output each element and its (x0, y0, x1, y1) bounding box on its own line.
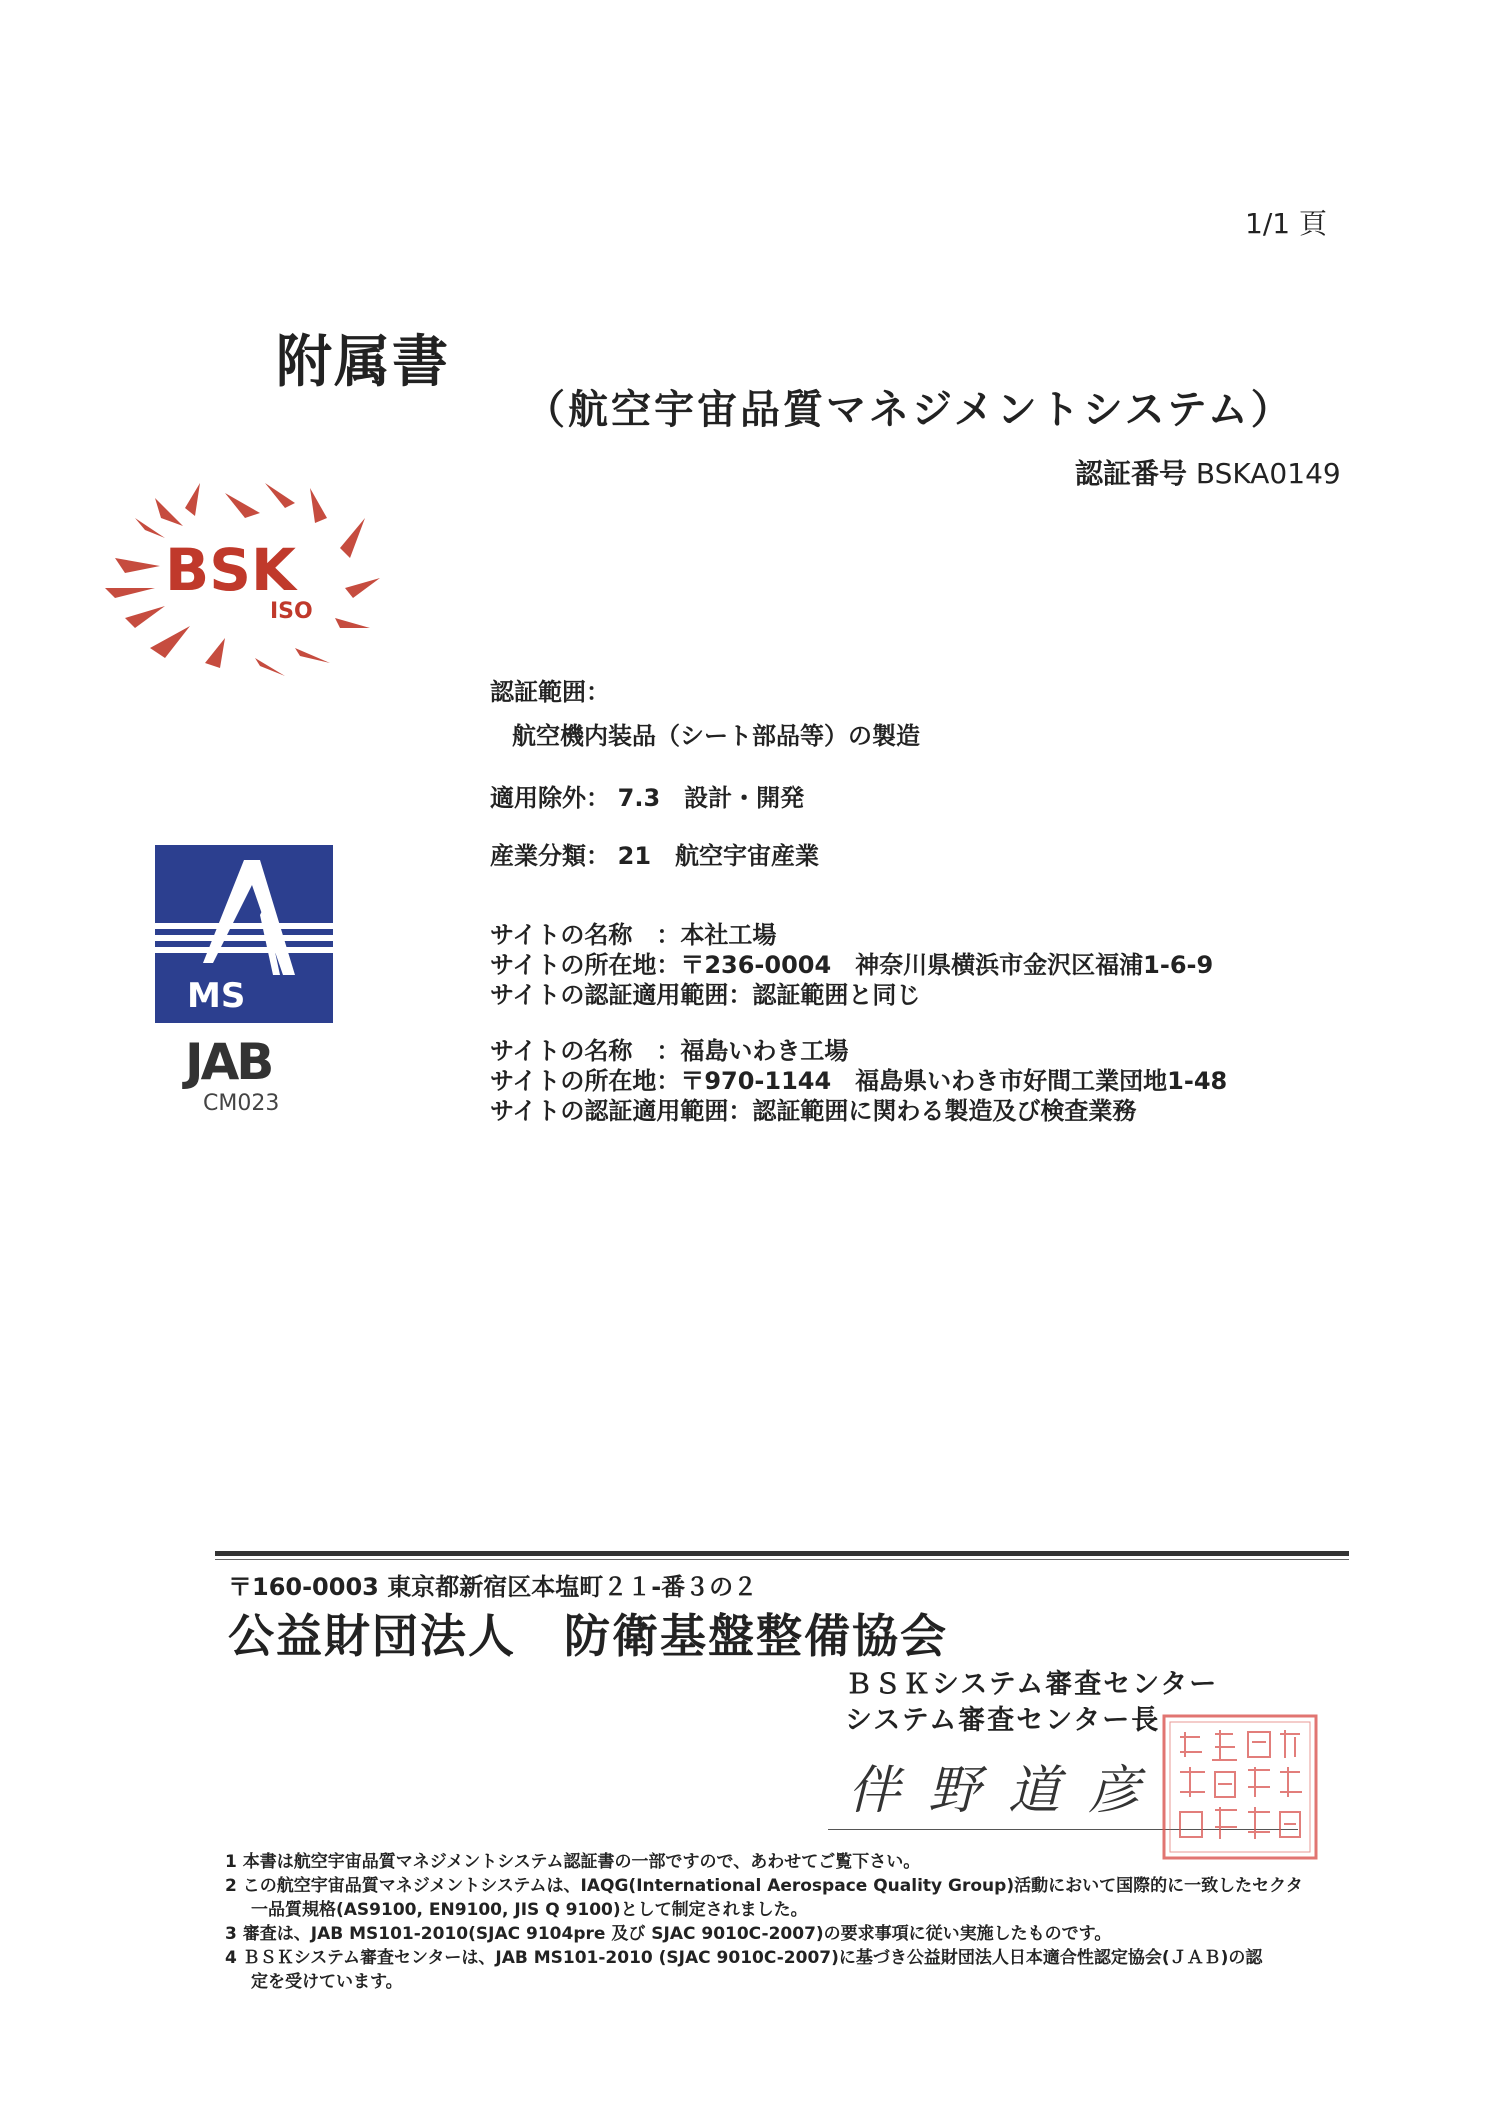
site-name-row (490, 1036, 1227, 1066)
certificate-number-label: 認証番号 (1075, 457, 1188, 490)
jab-word: JAB (185, 1033, 272, 1091)
footnote-3: 3 審査は、JAB MS101-2010(SJAC 9104pre 及び SJAC 9010C-2007)の要求事項に従い実施したものです。 (225, 1924, 1112, 1944)
site-scope-label: サイトの認証適用範囲： (490, 1097, 753, 1125)
site-name: 本社工場 (680, 921, 777, 949)
divider-thin (215, 1559, 1349, 1560)
site-name-label: サイトの名称 ： (490, 921, 681, 949)
footnote-4: 4 ＢＳＫシステム審査センターは、JAB MS101-2010 (SJAC 9010C-2007)に基づき公益財団法人日本適合性認定協会(ＪＡＢ)の認 (225, 1948, 1263, 1968)
issuer-position: システム審査センター長 (845, 1705, 1161, 1736)
site-name-row (490, 920, 1213, 950)
industry-classification (490, 836, 819, 871)
certificate-number-value: BSKA0149 (1195, 457, 1341, 490)
industry-value: 21 航空宇宙産業 (617, 842, 820, 870)
footnotes (225, 1850, 1303, 1994)
site-scope: 認証範囲に関わる製造及び検査業務 (752, 1097, 1137, 1125)
bsk-iso-logo (95, 478, 385, 678)
footnote-4-continued: 定を受けています。 (251, 1972, 403, 1992)
jab-code: CM023 (203, 1091, 280, 1116)
site-address-label: サイトの所在地： (490, 951, 681, 979)
site-scope: 認証範囲と同じ (752, 981, 921, 1009)
site-name-label: サイトの名称 ： (490, 1037, 681, 1065)
certificate-number (1075, 452, 1341, 492)
footnote-2: 2 この航空宇宙品質マネジメントシステムは、IAQG(International Aerospace Quality Group)活動において国際的に一致したセクタ (225, 1876, 1303, 1896)
jab-ms-logo (155, 845, 335, 1120)
exclusion-label: 適用除外： (490, 784, 610, 812)
document-title: 附属書 (276, 330, 450, 395)
issuer-address: 〒160-0003 東京都新宿区本塩町２１-番３の２ (228, 1573, 758, 1601)
site-block-1 (490, 920, 1213, 1010)
scope-label: 認証範囲： (490, 678, 610, 706)
site-scope-row (490, 980, 1213, 1010)
site-address: 〒236-0004 神奈川県横浜市金沢区福浦1-6-9 (680, 951, 1214, 979)
bsk-logo-text: BSK (165, 536, 296, 604)
exclusion-value: 7.3 設計・開発 (617, 784, 805, 812)
issuer-organization: 公益財団法人 防衛基盤整備協会 (228, 1609, 948, 1663)
ms-mark-text: MS (187, 976, 246, 1016)
site-address-row (490, 1066, 1227, 1096)
jab-mark (155, 845, 333, 1023)
divider-thick (215, 1551, 1349, 1556)
scope-text: 航空機内装品（シート部品等）の製造 (512, 722, 920, 750)
exclusion (490, 778, 804, 813)
footnote-2-continued: 一品質規格(AS9100, EN9100, JIS Q 9100)として制定されました。 (251, 1900, 808, 1920)
industry-label: 産業分類： (490, 842, 610, 870)
footnote-1: 1 本書は航空宇宙品質マネジメントシステム認証書の一部ですので、あわせてご覧下さい。 (225, 1852, 921, 1872)
site-address-row (490, 950, 1213, 980)
issuer-center: ＢＳＫシステム審査センター (845, 1669, 1219, 1700)
site-scope-row (490, 1096, 1227, 1126)
official-seal (1160, 1712, 1320, 1862)
site-address-label: サイトの所在地： (490, 1067, 681, 1095)
iso-logo-text: ISO (270, 599, 313, 624)
page-number: 1/1 頁 (1245, 207, 1327, 240)
site-scope-label: サイトの認証適用範囲： (490, 981, 753, 1009)
site-name: 福島いわき工場 (680, 1037, 849, 1065)
site-address: 〒970-1144 福島県いわき市好間工業団地1-48 (680, 1067, 1228, 1095)
document-subtitle: （航空宇宙品質マネジメントシステム） (525, 387, 1294, 433)
signature: 伴野道彦 (848, 1761, 1169, 1821)
site-block-2 (490, 1036, 1227, 1126)
